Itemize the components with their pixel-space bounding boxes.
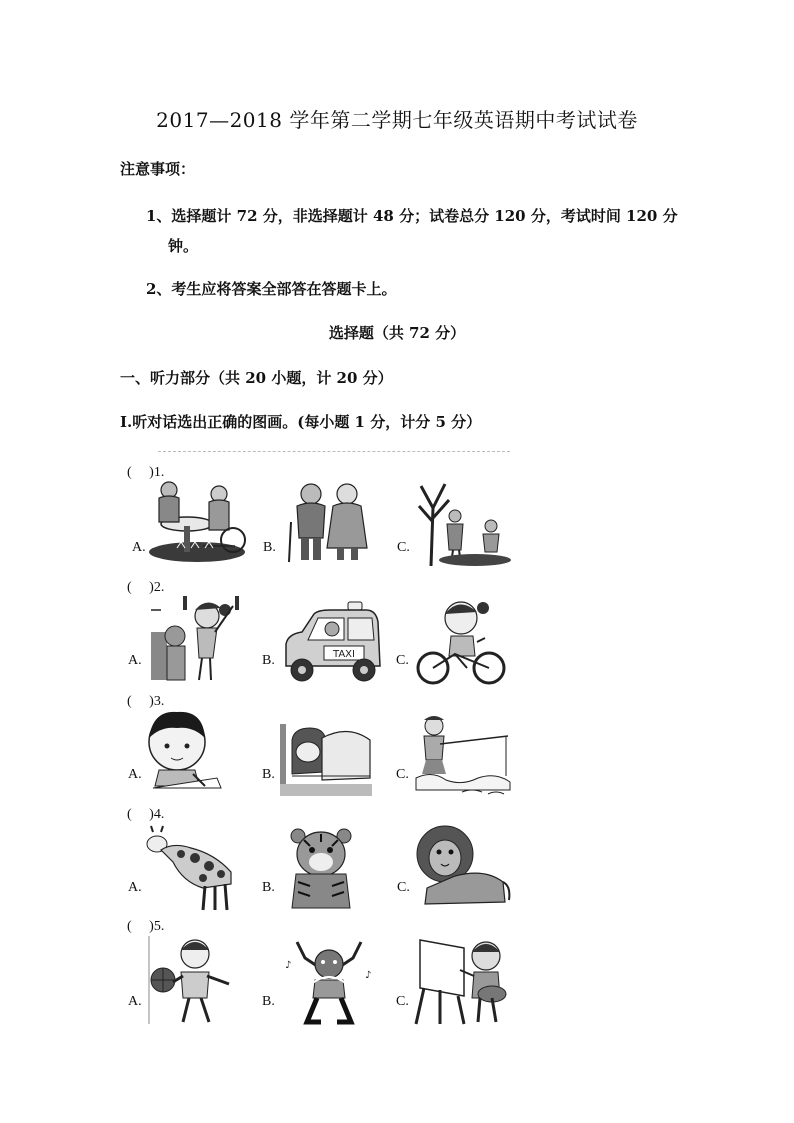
elderly-couple-walking-icon [281,482,381,562]
planting-tree-icon [415,478,515,568]
page-title: 2017—2018 学年第二学期七年级英语期中考试试卷 [156,108,638,132]
divider [158,451,510,452]
option-label-4b: B. [262,880,275,895]
notice-heading: 注意事项： [120,160,196,178]
part-title: 一、听力部分（共 20 小题，计 20 分） [120,369,393,387]
boy-writing-icon [143,708,243,796]
girl-sleeping-icon [278,722,374,798]
option-label-5b: B. [262,994,275,1009]
option-label-3a: A. [128,767,142,782]
question-number-3: ( )3. [127,694,165,709]
option-label-5a: A. [128,994,142,1009]
girl-riding-bike-icon [415,598,511,686]
question-number-2: ( )2. [127,580,165,595]
notice-item-1 [146,201,691,261]
notice-item-1-line-1: 1、选择题计 72 分，非选择题计 48 分；试卷总分 120 分，考试时间 120 分 [146,207,678,225]
option-label-3b: B. [262,767,275,782]
option-label-2b: B. [262,653,275,668]
svg-text:♪: ♪ [365,970,372,981]
option-label-2c: C. [396,653,409,668]
notice-item-1-line-2: 钟。 [168,237,199,255]
sub-title: I.听对话选出正确的图画。(每小题 1 分，计分 5 分） [120,413,482,431]
question-number-5: ( )5. [127,919,165,934]
option-label-1b: B. [263,540,276,555]
option-label-1a: A. [132,540,146,555]
option-label-2a: A. [128,653,142,668]
option-label-1c: C. [397,540,410,555]
notice-item-2: 2、考生应将答案全部答在答题卡上。 [146,280,397,298]
question-number-4: ( )4. [127,807,165,822]
boy-fishing-icon [412,712,512,800]
option-label-4a: A. [128,880,142,895]
section-title: 选择题（共 72 分） [328,324,466,342]
boy-basketball-icon [147,936,239,1026]
taxi-sign-text: TAXI [333,649,355,660]
option-label-5c: C. [396,994,409,1009]
boy-dancing-icon [281,938,377,1026]
taxi-icon [282,598,382,686]
grandparents-at-table-icon [147,478,247,566]
girl-on-bus-icon [147,592,247,684]
option-label-4c: C. [397,880,410,895]
lion-icon [415,822,513,910]
svg-text:♪: ♪ [285,960,292,971]
boy-painting-icon [414,936,510,1026]
option-label-3c: C. [396,767,409,782]
question-number-1: ( )1. [127,465,165,480]
tiger-icon [284,826,358,910]
giraffe-icon [143,822,239,912]
